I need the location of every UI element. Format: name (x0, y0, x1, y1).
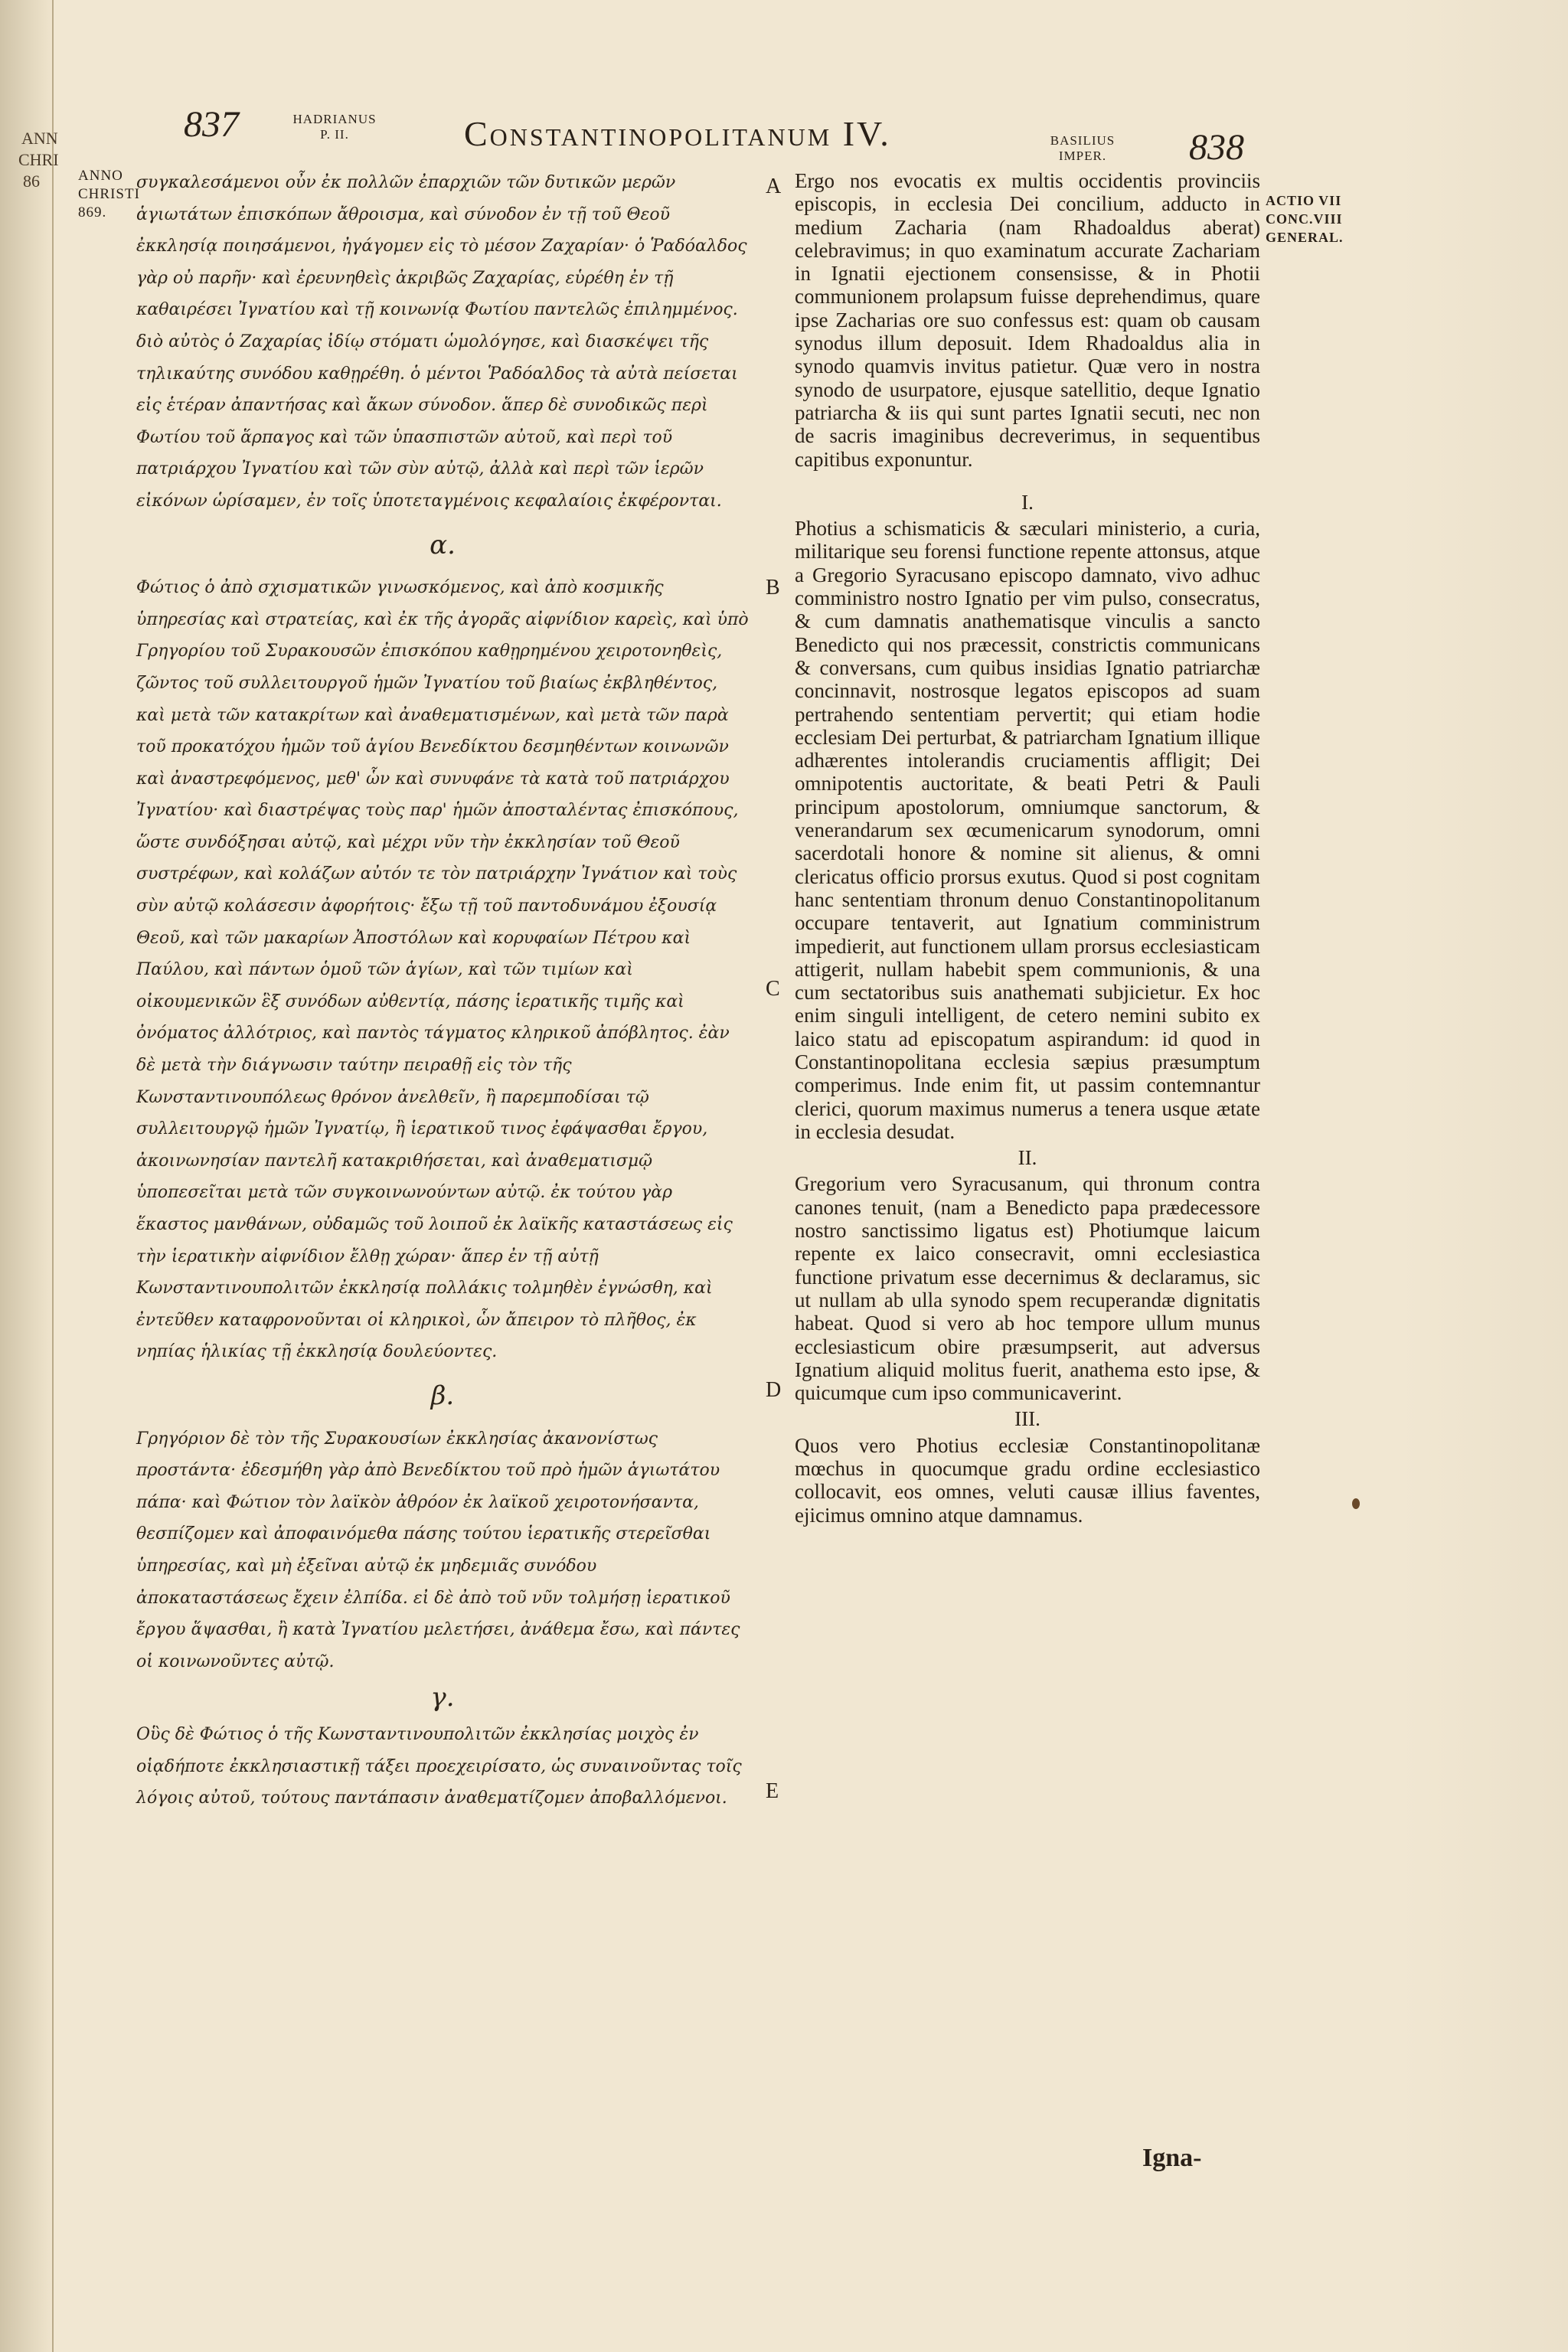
ink-speck (1352, 1498, 1360, 1509)
greek-section-number: β. (430, 1380, 455, 1411)
latin-column (795, 169, 1260, 1527)
spine-fragment: 86 (23, 172, 40, 191)
header-pope (292, 112, 377, 142)
spine-fragment: CHRI (18, 150, 59, 169)
header-emperor-name: BASILIUS (1050, 133, 1116, 148)
section-letter: B (766, 576, 780, 599)
greek-section-3: Οὓς δὲ Φώτιος ὁ τῆς Κωνσταντινουπολιτῶν ἐκκλησίας μοιχὸς ἐν οἱᾳδήποτε ἐκκλησιαστικῇ τάξει προεχειρίσατο, ὡς συναινοῦντας τοῖς λόγοις αὐτοῦ, τούτους παντάπασιν ἀναθεματίζομεν ἀποβαλλόμενοι. (136, 1724, 742, 1808)
margin-note-line: CHRISTI (78, 186, 140, 202)
previous-page-edge (0, 0, 54, 2352)
margin-note-line: GENERAL. (1266, 230, 1344, 245)
greek-section-2: Γρηγόριον δὲ τὸν τῆς Συρακουσίων ἐκκλησίας ἀκανονίστως προστάντα· ἐδεσμήθη γὰρ ἀπὸ Βενεδίκτου τοῦ πρὸ ἡμῶν ἁγιωτάτου πάπα· καὶ Φώτιον τὸν λαϊκὸν ἀθρόον ἐκ λαϊκοῦ χειροτονήσαντα, θεσπίζομεν καὶ ἀποφαινόμεθα πάσης τούτου ἱερατικῆς στερεῖσθαι ὑπηρεσίας, καὶ μὴ ἐξεῖναι αὐτῷ ἐκ μηδεμιᾶς συνόδου ἀποκαταστάσεως ἔχειν ἐλπίδα. εἰ δὲ ἀπὸ τοῦ νῦν τολμήσῃ ἱερατικοῦ ἔργου ἅψασθαι, ἢ κατὰ Ἰγνατίου μελετήσει, ἀνάθεμα ἔσω, καὶ πάντες οἱ κοινωνοῦντες αὐτῷ. (136, 1429, 740, 1671)
page-number-left: 837 (184, 104, 239, 145)
latin-section-number: I. (1021, 490, 1034, 514)
catchword: Igna- (1142, 2144, 1202, 2172)
section-letter: D (766, 1378, 782, 1402)
greek-section-1: Φώτιος ὁ ἀπὸ σχισματικῶν γινωσκόμενος, καὶ ἀπὸ κοσμικῆς ὑπηρεσίας καὶ στρατείας, καὶ ἐκ τῆς ἀγορᾶς αἰφνίδιον καρεὶς, καὶ ὑπὸ Γρηγορίου τοῦ Συρακουσῶν ἐπισκόπου καθῃρημένου χειροτονηθεὶς, ζῶντος τοῦ συλλειτουργοῦ ἡμῶν Ἰγνατίου τοῦ βιαίως ἐκβληθέντος, καὶ μετὰ τῶν κατακρίτων καὶ ἀναθεματισμένων, καὶ μετὰ τῶν παρὰ τοῦ προκατόχου ἡμῶν τοῦ ἁγίου Βενεδίκτου δεσμηθέντων κοινωνῶν καὶ ἀναστρεφόμενος, μεθ' ὧν καὶ συνυφάνε τὰ κατὰ τοῦ πατριάρχου Ἰγνατίου· καὶ διαστρέψας τοὺς παρ' ἡμῶν ἀποσταλέντας ἐπισκόπους, ὥστε συνδόξησαι αὐτῷ, καὶ μέχρι νῦν τὴν ἐκκλησίαν τοῦ Θεοῦ συστρέφων, καὶ κολάζων αὐτόν τε τὸν πατριάρχην Ἰγνάτιον καὶ τοὺς σὺν αὐτῷ κολάσεσιν ἀφορήτοις· ἔξω τῇ τοῦ παντοδυνάμου ἐξουσίᾳ Θεοῦ, καὶ τῶν μακαρίων Ἀποστόλων καὶ κορυφαίων Πέτρου καὶ Παύλου, καὶ πάντων ὁμοῦ τῶν ἁγίων, καὶ τῶν τιμίων καὶ οἰκουμενικῶν ἓξ συνόδων αὐθεντίᾳ, πάσης ἱερατικῆς τιμῆς καὶ ὀνόματος ἀλλότριος, καὶ παντὸς τάγματος κληρικοῦ ἀπόβλητος. ἐὰν δὲ μετὰ τὴν διάγνωσιν ταύτην πειραθῇ εἰς τὸν τῆς Κωνσταντινουπόλεως θρόνον ἀνελθεῖν, ἢ παρεμποδίσαι τῷ συλλειτουργῷ ἡμῶν Ἰγνατίῳ, ἢ ἱερατικοῦ τινος ἐφάψασθαι ἔργου, ἀκοινωνησίαν παντελῆ κατακριθήσεται, καὶ ἀναθεματισμῷ ὑποπεσεῖται μετὰ τῶν συγκοινωνούντων αὐτῷ. ἐκ τούτου γὰρ ἕκαστος μανθάνων, οὐδαμῶς τοῦ λοιποῦ ἐκ λαϊκῆς καταστάσεως εἰς τὴν ἱερατικὴν αἰφνίδιον ἔλθῃ χώραν· ἅπερ ἐν τῇ αὐτῇ Κωνσταντινουπολιτῶν ἐκκλησίᾳ πολλάκις τολμηθὲν ἐγνώσθη, καὶ ἐντεῦθεν καταφρονοῦνται οἱ κληρικοὶ, ὧν ἄπειρον τὸ πλῆθος, ἐκ νηπίας ἡλικίας τῇ ἐκκλησίᾳ δουλεύοντες. (136, 578, 749, 1362)
greek-section-number: α. (430, 529, 456, 560)
latin-intro: Ergo nos evocatis ex multis occidentis provinciis episcopis, in ecclesia Dei concilium, adducto in medium Zacharia (nam Rhadoaldus aberat) celebravimus; in quo examinatum accurate Zachariam in Ignatii ejectionem consensisse, & in Photii communionem prolapsum fuisse deprehendimus, quare ipse Zacharias ore suo confessus est: quam ob causam synodus illum deposuit. Idem Rhadoaldus alia in synodo quamvis invitus patietur. Quæ vero in nostra synodo de usurpatore, ejusque satellitio, deque Ignatio patriarcha & iis qui sunt partes Ignatii secuti, nec non de sacris imaginibus decreverimus, in sequentibus capitibus exponuntur. (795, 169, 1260, 471)
section-letter: A (766, 175, 782, 198)
page-number-right: 838 (1189, 127, 1244, 168)
header-emperor (1029, 133, 1136, 164)
margin-note-session (1266, 191, 1380, 247)
spine-fragment: ANN (21, 129, 58, 148)
latin-section-2: Gregorium vero Syracusanum, qui thronum contra canones tenuit, (nam a Benedicto papa prædecessore nostro sanctissimo ligatus est) Photiumque laicum repente ex laico consecravit, omni ecclesiastica functione privatum esse decernimus & declaramus, sic ut nullam ab ulla synodo spem recuperandæ dignitatis habeat. Quod si vero ab hoc tempore ullum munus ecclesiasticum obire præsumpserit, aut adversus Ignatium aliquid molitus fuerit, anathema esto ipse, & quicumque cum ipso communicaverint. (795, 1172, 1260, 1405)
page-shading (1400, 0, 1568, 2352)
margin-note-line: ACTIO VII (1266, 193, 1342, 208)
latin-section-1: Photius a schismaticis & sæculari ministerio, a curia, militarique seu forensi functione repente attonsus, atque a Gregorio Syracusano episcopo damnato, vivo adhuc comministro nostro Ignatio per vim pulso, consecratus, & cum damnatis anathematisque vinculis a sancto Benedicto qui nos præcessit, constrictis communicans & conversans, cum quibus insidias Ignatio patriarchæ concinnavit, nostrosque legatos episcopos ad suam pertrahendo sententiam pervertit; qui etiam hodie ecclesiam Dei perturbat, & patriarcham Ignatium illique adhærentes intolerandis cruciamentis affligit; Dei omnipotentis auctoritate, & beati Petri & Pauli principum apostolorum, omniumque sanctorum, & venerandarum sex œcumenicarum synodorum, omni sacerdotali honore & nomine sit alienus, & omni clericatus officio prorsus exutus. Quod si post cognitam hanc sententiam thronum denuo Constantinopolitanum occupare tentaverit, aut Ignatium comministrum impedierit, aut functionem ullam prorsus ecclesiasticam attigerit, nullam habebit spem communionis, & una cum sectatoribus suis anathemati subjicietur. Ex hoc enim singuli intelligent, de cetero nemini subito ex laico statu ad episcopatum aspirandum: id quod in Constantinopolitana ecclesia sæpius præsumptum comperimus. Inde enim fit, ut passim contemnantur clerici, quorum maximus numerus a tenera usque ætate in ecclesia desudat. (795, 517, 1260, 1143)
header-pope-number: P. II. (320, 127, 349, 142)
greek-section-number: γ. (430, 1682, 455, 1713)
margin-note-line: ANNO (78, 168, 123, 184)
section-letter: E (766, 1779, 779, 1803)
latin-section-number: III. (1014, 1407, 1040, 1431)
header-emperor-title: IMPER. (1058, 149, 1107, 163)
greek-intro: συγκαλεσάμενοι οὖν ἐκ πολλῶν ἐπαρχιῶν τῶν δυτικῶν μερῶν ἁγιωτάτων ἐπισκόπων ἄθροισμα, καὶ σύνοδον ἐν τῇ τοῦ Θεοῦ ἐκκλησίᾳ ποιησάμενοι, ἠγάγομεν εἰς τὸ μέσον Ζαχαρίαν· ὁ Ῥαδόαλδος γὰρ οὐ παρῆν· καὶ ἐρευνηθεὶς ἀκριβῶς Ζαχαρίας, εὑρέθη ἐν τῇ καθαιρέσει Ἰγνατίου καὶ τῇ κοινωνίᾳ Φωτίου παντελῶς ἐπιλημμένος. διὸ αὐτὸς ὁ Ζαχαρίας ἰδίῳ στόματι ὡμολόγησε, καὶ διασκέψει τῆς τηλικαύτης συνόδου καθῃρέθη. ὁ μέντοι Ῥαδόαλδος τὰ αὐτὰ πείσεται εἰς ἑτέραν ἀπαντήσας καὶ ἄκων σύνοδον. ἅπερ δὲ συνοδικῶς περὶ Φωτίου τοῦ ἅρπαγος καὶ τῶν ὑπασπιστῶν αὐτοῦ, καὶ περὶ τοῦ πατριάρχου Ἰγνατίου καὶ τῶν σὺν αὐτῷ, ἀλλὰ καὶ περὶ τῶν ἱερῶν εἰκόνων ὡρίσαμεν, ἐν τοῖς ὑποτεταγμένοις κεφαλαίοις ἐκφέρονται. (136, 173, 747, 511)
page-title: Constantinopolitanum IV. (464, 114, 891, 153)
section-letter: C (766, 977, 780, 1001)
margin-note-line: CONC.VIII (1266, 211, 1343, 227)
latin-section-3: Quos vero Photius ecclesiæ Constantinopolitanæ mœchus in quocumque gradu ordine ecclesiastico collocavit, eos omnes, veluti causæ illius faventes, ejicimus omnino atque damnamus. (795, 1433, 1260, 1527)
margin-note-line: 869. (78, 204, 107, 220)
header-pope-name: HADRIANUS (292, 112, 377, 126)
greek-column (136, 167, 749, 1815)
latin-section-number: II. (1018, 1146, 1037, 1170)
